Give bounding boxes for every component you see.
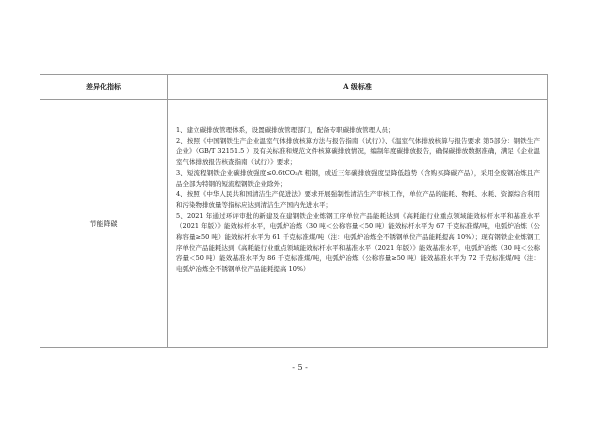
- criteria-table: [40, 74, 548, 348]
- header-indicator: 差异化指标: [86, 82, 121, 91]
- criteria-item-4: 4、按照《中华人民共和国清洁生产促进法》要求开展强制性清洁生产审核工作，单位产品的能耗、物耗、水耗、资源综合利用和污染物排放量等指标应达到清洁生产国内先进水平；: [176, 190, 540, 209]
- criteria-item-3: 3、短流程钢铁企业碳排放强度≤0.6tCO₂/t 粗钢，或近三年碳排放强度呈降低趋势（含购买降碳产品），采用全废钢冶炼且产品全部为特钢的短流程钢铁企业除外；: [176, 168, 540, 188]
- criteria-item-2: 2、按照《中国钢铁生产企业温室气体排放核算方法与报告指南（试行）》、《温室气体排放核算与报告要求 第5部分：钢铁生产企业》（GB/T 32151.5 ）及有关标准和规范文件核算碳排放情况，编制年度碳排放报告，确保碳排放数据准确，满足《企业温室气体排放报告核查指南（试行）》要求；: [176, 136, 540, 167]
- indicator-energy-saving-carbon-reduction: 节能降碳: [89, 219, 118, 228]
- table-right-border: [547, 74, 548, 348]
- criteria-item-1: 1、建立碳排放管理体系，设置碳排放管理部门，配备专职碳排放管理人员；: [176, 126, 395, 134]
- criteria-list: [176, 125, 540, 275]
- criteria-item-5: 5、2021 年通过环评审批的新建及在建钢铁企业炼钢工序单位产品能耗达到《高耗能行业重点领域能效标杆水平和基准水平（2021 年版）》能效标杆水平，电弧炉冶炼（30 吨＜公称容量＜50 吨）能效标杆水平为 67 千克标准煤/吨，电弧炉冶炼（公称容量≥50 吨）能效标杆水平为 61 千克标准煤/吨（注：电弧炉冶炼全不锈钢单位产品能耗提高 10%）；现有钢铁企业炼钢工序单位产品能耗达到《高耗能行业重点领域能效标杆水平和基准水平（2021 年版）》能效基准水平，电弧炉冶炼（30 吨＜公称容量＜50 吨）能效基准水平为 86 千克标准煤/吨，电弧炉冶炼（公称容量≥50 吨）能效基准水平为 72 千克标准煤/吨（注：电弧炉冶炼全不锈钢单位产品能耗提高 10%）: [176, 211, 540, 274]
- page-number: - 5 -: [292, 363, 308, 372]
- header-a-level-standard: A 级标准: [343, 82, 372, 91]
- column-divider: [167, 74, 168, 348]
